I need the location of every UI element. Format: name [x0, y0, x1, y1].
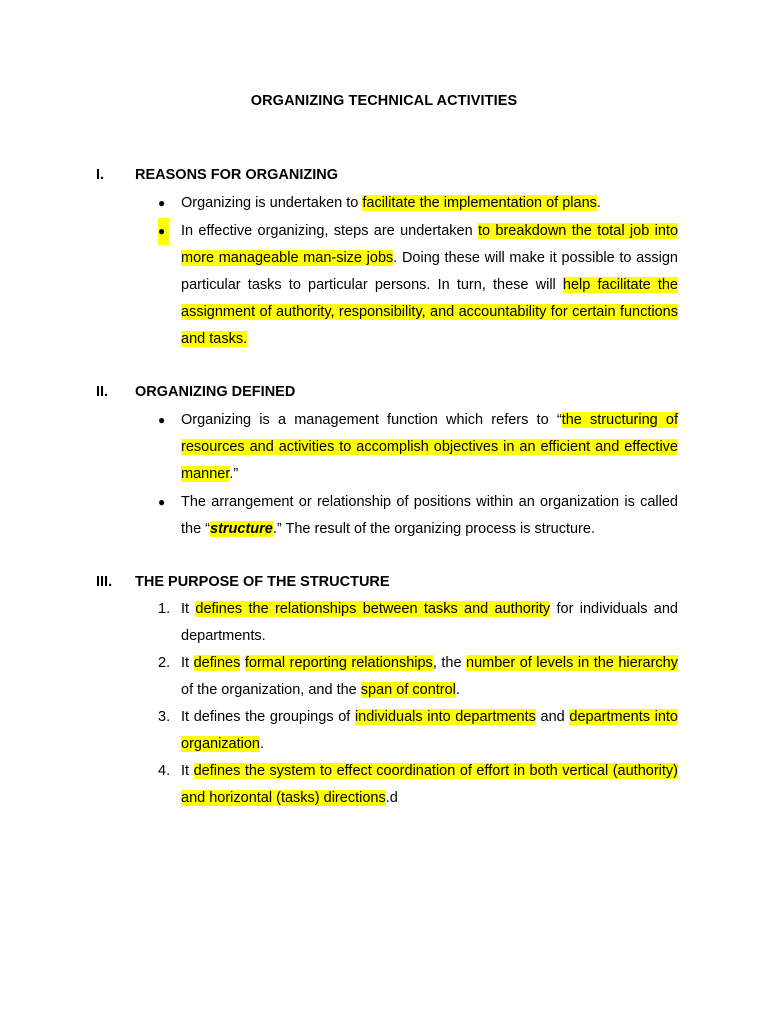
- text-segment: The arrangement or relationship of positions within an organization is called the “: [181, 494, 678, 537]
- item-text: [181, 758, 678, 812]
- text-segment: Organizing is a management function which refers to “: [181, 412, 562, 428]
- list-number: 1.: [158, 601, 171, 617]
- numbered-item: [158, 704, 678, 758]
- section-title: THE PURPOSE OF THE STRUCTURE: [135, 574, 390, 590]
- bullet-item: [158, 190, 678, 217]
- text-segment: It: [181, 601, 196, 617]
- highlighted-text: departments into organization: [181, 709, 678, 752]
- numbered-item: [158, 650, 678, 704]
- item-text: [181, 489, 678, 543]
- section-title: REASONS FOR ORGANIZING: [135, 167, 339, 183]
- highlighted-text: defines the relationships between tasks and authority: [195, 601, 551, 617]
- section-numeral: III.: [96, 574, 113, 590]
- item-text: [181, 704, 678, 758]
- bullet-marker: ●: [158, 218, 169, 245]
- section-numeral: I.: [96, 167, 105, 183]
- numbered-item: [158, 596, 678, 650]
- highlighted-text: number of levels in the hierarchy: [466, 655, 678, 671]
- highlighted-text: formal reporting relationships: [244, 655, 433, 671]
- text-segment: . Doing these will make it possible to assign particular tasks to particular persons. In turn, these will: [181, 250, 678, 293]
- section-title: ORGANIZING DEFINED: [135, 384, 296, 400]
- bullet-marker: ●: [158, 413, 166, 427]
- item-text: [181, 190, 678, 217]
- list-number: 4.: [158, 763, 171, 779]
- text-segment: , the: [432, 655, 467, 671]
- bullet-item: [158, 407, 678, 488]
- text-segment: .” The result of the organizing process is structure.: [272, 521, 595, 537]
- text-segment: In effective organizing, steps are undertaken: [181, 223, 478, 239]
- document-title: ORGANIZING TECHNICAL ACTIVITIES: [250, 93, 518, 109]
- highlighted-text: individuals into departments: [354, 709, 536, 725]
- text-segment: and: [535, 709, 570, 725]
- text-segment: .: [260, 736, 265, 752]
- bullet-marker: ●: [158, 196, 166, 210]
- text-segment: It: [181, 763, 194, 779]
- highlighted-text: facilitate the implementation of plans: [362, 195, 597, 211]
- bullet-item: [158, 489, 678, 543]
- numbered-item: [158, 758, 678, 812]
- text-segment: It defines the groupings of: [181, 709, 355, 725]
- text-segment: It: [181, 655, 194, 671]
- highlighted-text: defines: [193, 655, 241, 671]
- highlighted-text: help facilitate the assignment of authority, responsibility, and accountability for certain functions and tasks.: [181, 277, 678, 347]
- list-number: 3.: [158, 709, 171, 725]
- highlighted-text: to breakdown the total job into more manageable man-size jobs: [181, 223, 679, 266]
- item-text: [181, 596, 678, 650]
- text-segment: of the organization, and the: [181, 682, 361, 698]
- list-number: 2.: [158, 655, 171, 671]
- text-segment: .d: [385, 790, 398, 806]
- text-segment: .: [596, 195, 601, 211]
- highlighted-text: the structuring of resources and activities to accomplish objectives in an efficient and effective manner: [181, 412, 678, 482]
- section-numeral: II.: [96, 384, 109, 400]
- highlighted-text: span of control: [360, 682, 456, 698]
- item-text: [181, 218, 678, 353]
- text-segment: .: [455, 682, 460, 698]
- text-segment: Organizing is undertaken to: [181, 195, 363, 211]
- highlighted-text: structure: [210, 521, 273, 537]
- item-text: [181, 407, 678, 488]
- item-text: [181, 650, 678, 704]
- text-segment: .”: [229, 466, 239, 482]
- bullet-item: [158, 218, 679, 353]
- text-segment: for individuals and departments.: [181, 601, 678, 644]
- highlighted-text: defines the system to effect coordination of effort in both vertical (authority) and horizontal (tasks) directions: [181, 763, 678, 806]
- bullet-marker: ●: [158, 495, 166, 509]
